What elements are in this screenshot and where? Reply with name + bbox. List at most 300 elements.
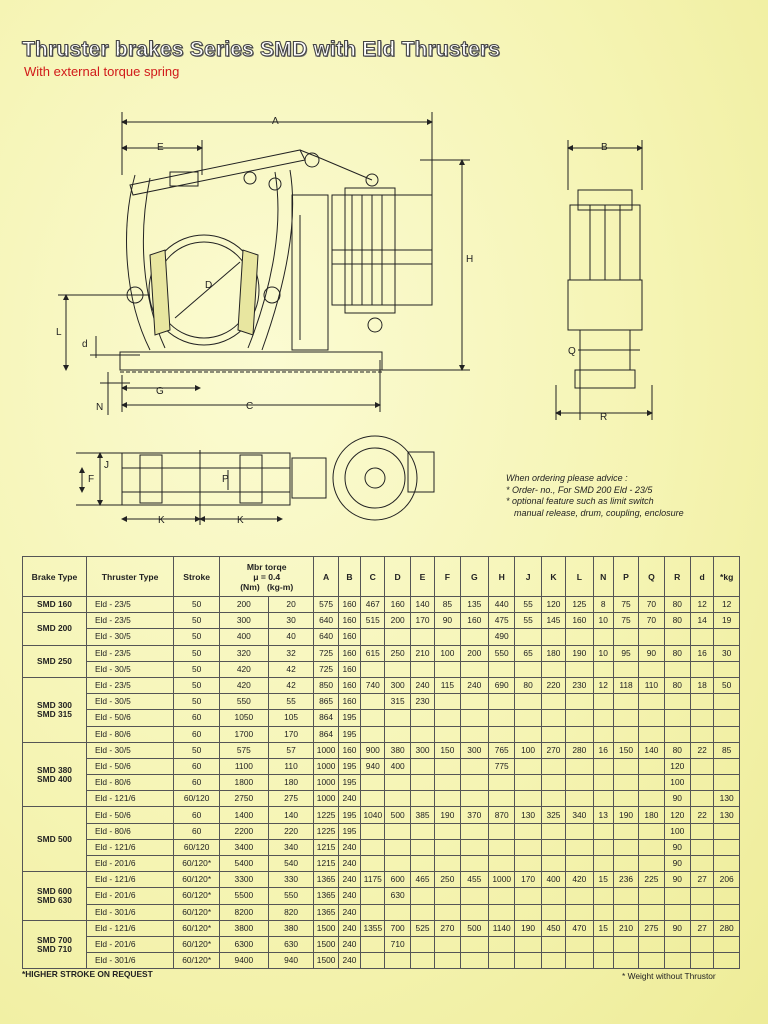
table-cell: 1175 bbox=[361, 872, 385, 888]
table-cell: 1365 bbox=[314, 888, 338, 904]
table-cell: 40 bbox=[268, 629, 314, 645]
table-cell: 195 bbox=[338, 823, 360, 839]
table-cell bbox=[541, 839, 565, 855]
table-cell bbox=[515, 856, 541, 872]
table-cell bbox=[541, 856, 565, 872]
dim-label-l: L bbox=[56, 327, 62, 338]
table-cell: 13 bbox=[593, 807, 613, 823]
table-cell bbox=[593, 953, 613, 969]
table-cell bbox=[593, 661, 613, 677]
table-cell bbox=[690, 775, 713, 791]
table-cell bbox=[639, 710, 664, 726]
table-cell: 55 bbox=[268, 694, 314, 710]
table-cell bbox=[410, 888, 434, 904]
dim-label-e: E bbox=[157, 142, 164, 153]
table-cell bbox=[435, 823, 460, 839]
table-cell bbox=[361, 710, 385, 726]
table-cell: 19 bbox=[714, 613, 740, 629]
table-cell: Eld - 121/6 bbox=[86, 920, 173, 936]
dim-label-b: B bbox=[601, 142, 608, 153]
th-n: N bbox=[593, 557, 613, 597]
table-cell: 250 bbox=[435, 872, 460, 888]
table-cell: 270 bbox=[541, 742, 565, 758]
table-cell bbox=[690, 661, 713, 677]
table-cell: 50 bbox=[174, 629, 220, 645]
table-cell: 180 bbox=[639, 807, 664, 823]
table-cell: 240 bbox=[338, 936, 360, 952]
table-cell: 60/120* bbox=[174, 904, 220, 920]
table-cell: 130 bbox=[515, 807, 541, 823]
table-cell bbox=[410, 710, 434, 726]
table-cell bbox=[541, 710, 565, 726]
table-cell: 50 bbox=[714, 677, 740, 693]
table-cell bbox=[460, 629, 488, 645]
table-cell bbox=[664, 710, 690, 726]
table-cell bbox=[515, 839, 541, 855]
table-cell bbox=[593, 936, 613, 952]
table-cell: 1140 bbox=[489, 920, 515, 936]
table-row bbox=[23, 597, 740, 613]
table-cell: 250 bbox=[385, 645, 410, 661]
table-cell bbox=[385, 953, 410, 969]
table-cell: 160 bbox=[460, 613, 488, 629]
table-cell: 380 bbox=[268, 920, 314, 936]
table-cell: 300 bbox=[410, 742, 434, 758]
table-cell: Eld - 201/6 bbox=[86, 888, 173, 904]
table-cell: 110 bbox=[268, 758, 314, 774]
dim-label-f: F bbox=[88, 474, 95, 485]
table-cell: 195 bbox=[338, 758, 360, 774]
table-cell: 1000 bbox=[314, 742, 338, 758]
table-cell: 16 bbox=[593, 742, 613, 758]
table-cell: 50 bbox=[174, 694, 220, 710]
table-cell: 315 bbox=[385, 694, 410, 710]
table-cell bbox=[361, 953, 385, 969]
table-cell bbox=[460, 661, 488, 677]
table-cell bbox=[690, 823, 713, 839]
table-cell: 940 bbox=[361, 758, 385, 774]
dim-label-q: Q bbox=[568, 346, 576, 357]
table-cell bbox=[613, 629, 638, 645]
table-cell: 100 bbox=[664, 775, 690, 791]
table-cell bbox=[435, 791, 460, 807]
table-cell bbox=[515, 710, 541, 726]
table-cell: 400 bbox=[385, 758, 410, 774]
table-cell: 1500 bbox=[314, 953, 338, 969]
th-d-lower: d bbox=[690, 557, 713, 597]
table-cell: 864 bbox=[314, 710, 338, 726]
table-cell bbox=[435, 710, 460, 726]
table-cell: 300 bbox=[219, 613, 268, 629]
table-cell bbox=[489, 694, 515, 710]
table-cell: 27 bbox=[690, 920, 713, 936]
table-cell bbox=[566, 629, 593, 645]
table-cell: 160 bbox=[338, 645, 360, 661]
table-cell: 640 bbox=[314, 629, 338, 645]
table-cell bbox=[593, 629, 613, 645]
table-cell bbox=[613, 694, 638, 710]
table-cell bbox=[690, 694, 713, 710]
table-cell: 515 bbox=[361, 613, 385, 629]
table-cell-brake-type: SMD 380 SMD 400 bbox=[23, 742, 87, 807]
table-cell: 12 bbox=[714, 597, 740, 613]
table-cell: 140 bbox=[268, 807, 314, 823]
dim-label-d-lower: d bbox=[82, 339, 88, 350]
table-cell bbox=[664, 661, 690, 677]
spec-table-body bbox=[23, 597, 740, 969]
table-cell: 160 bbox=[338, 694, 360, 710]
table-cell: 80 bbox=[664, 677, 690, 693]
table-cell: 550 bbox=[219, 694, 268, 710]
table-cell: Eld - 201/6 bbox=[86, 936, 173, 952]
table-cell: 240 bbox=[338, 920, 360, 936]
table-cell: Eld - 121/6 bbox=[86, 791, 173, 807]
table-cell bbox=[385, 726, 410, 742]
table-cell bbox=[639, 775, 664, 791]
table-cell: 100 bbox=[435, 645, 460, 661]
table-cell: 22 bbox=[690, 742, 713, 758]
table-cell bbox=[435, 758, 460, 774]
table-cell: 1050 bbox=[219, 710, 268, 726]
table-cell bbox=[361, 775, 385, 791]
table-cell bbox=[690, 791, 713, 807]
table-cell: 700 bbox=[385, 920, 410, 936]
table-cell: 115 bbox=[435, 677, 460, 693]
table-cell bbox=[385, 791, 410, 807]
table-cell: 865 bbox=[314, 694, 338, 710]
dim-label-r: R bbox=[600, 412, 608, 423]
table-cell bbox=[489, 888, 515, 904]
th-r: R bbox=[664, 557, 690, 597]
table-cell bbox=[566, 710, 593, 726]
table-cell bbox=[435, 856, 460, 872]
table-cell bbox=[566, 839, 593, 855]
table-cell: 160 bbox=[338, 597, 360, 613]
table-cell: 340 bbox=[268, 839, 314, 855]
table-cell: 1040 bbox=[361, 807, 385, 823]
table-cell: 160 bbox=[338, 677, 360, 693]
table-cell: 270 bbox=[435, 920, 460, 936]
table-cell: 160 bbox=[338, 629, 360, 645]
table-cell bbox=[541, 904, 565, 920]
table-cell bbox=[639, 823, 664, 839]
table-cell bbox=[435, 661, 460, 677]
table-cell bbox=[515, 888, 541, 904]
table-cell bbox=[385, 823, 410, 839]
table-cell: Eld - 301/6 bbox=[86, 904, 173, 920]
table-cell bbox=[435, 629, 460, 645]
table-cell bbox=[664, 936, 690, 952]
table-cell: 118 bbox=[613, 677, 638, 693]
table-cell: 940 bbox=[268, 953, 314, 969]
th-d-upper: D bbox=[385, 557, 410, 597]
table-cell-brake-type: SMD 600 SMD 630 bbox=[23, 872, 87, 921]
table-cell: 60/120* bbox=[174, 920, 220, 936]
table-cell bbox=[410, 823, 434, 839]
table-cell: 50 bbox=[174, 597, 220, 613]
table-cell: 230 bbox=[410, 694, 434, 710]
table-cell bbox=[566, 888, 593, 904]
table-cell: 190 bbox=[515, 920, 541, 936]
table-cell: 1355 bbox=[361, 920, 385, 936]
table-cell: 500 bbox=[385, 807, 410, 823]
table-cell: 330 bbox=[268, 872, 314, 888]
table-cell bbox=[613, 791, 638, 807]
table-cell: 320 bbox=[219, 645, 268, 661]
table-cell: 240 bbox=[338, 904, 360, 920]
table-cell: 864 bbox=[314, 726, 338, 742]
table-cell bbox=[714, 694, 740, 710]
table-cell bbox=[593, 823, 613, 839]
ordering-note-line4: manual release, drum, coupling, enclosure bbox=[514, 507, 684, 518]
table-cell bbox=[639, 661, 664, 677]
table-row bbox=[23, 710, 740, 726]
ordering-note-line3: * optional feature such as limit switch bbox=[506, 496, 654, 506]
table-cell bbox=[410, 629, 434, 645]
table-row bbox=[23, 872, 740, 888]
table-cell: 130 bbox=[714, 791, 740, 807]
table-cell: 80 bbox=[664, 597, 690, 613]
table-row bbox=[23, 839, 740, 855]
table-cell bbox=[515, 661, 541, 677]
table-cell bbox=[361, 694, 385, 710]
table-cell bbox=[714, 823, 740, 839]
th-p: P bbox=[613, 557, 638, 597]
table-row bbox=[23, 936, 740, 952]
table-cell: 450 bbox=[541, 920, 565, 936]
table-cell: 60/120* bbox=[174, 872, 220, 888]
table-cell: 370 bbox=[460, 807, 488, 823]
table-cell: 90 bbox=[664, 839, 690, 855]
table-cell: 200 bbox=[460, 645, 488, 661]
table-cell: 725 bbox=[314, 645, 338, 661]
table-cell: 90 bbox=[639, 645, 664, 661]
footnote-weight: * Weight without Thrustor bbox=[622, 971, 716, 981]
table-cell bbox=[690, 839, 713, 855]
table-cell: 690 bbox=[489, 677, 515, 693]
table-cell: 140 bbox=[639, 742, 664, 758]
table-cell: 525 bbox=[410, 920, 434, 936]
table-cell bbox=[489, 775, 515, 791]
table-cell: 236 bbox=[613, 872, 638, 888]
table-cell bbox=[489, 661, 515, 677]
table-cell: 2750 bbox=[219, 791, 268, 807]
table-cell bbox=[410, 791, 434, 807]
table-cell: 22 bbox=[690, 807, 713, 823]
table-row bbox=[23, 758, 740, 774]
table-cell bbox=[460, 904, 488, 920]
table-cell bbox=[714, 661, 740, 677]
table-cell: 240 bbox=[338, 888, 360, 904]
table-cell: 85 bbox=[435, 597, 460, 613]
table-cell bbox=[460, 936, 488, 952]
table-cell bbox=[460, 710, 488, 726]
table-cell bbox=[410, 839, 434, 855]
table-cell bbox=[664, 726, 690, 742]
table-cell: 1500 bbox=[314, 920, 338, 936]
table-cell: 220 bbox=[541, 677, 565, 693]
table-cell: 85 bbox=[714, 742, 740, 758]
table-cell: 615 bbox=[361, 645, 385, 661]
table-cell bbox=[361, 823, 385, 839]
table-cell: Eld - 50/6 bbox=[86, 710, 173, 726]
table-cell bbox=[664, 953, 690, 969]
table-cell bbox=[361, 726, 385, 742]
th-h: H bbox=[489, 557, 515, 597]
table-cell bbox=[385, 839, 410, 855]
table-cell: 710 bbox=[385, 936, 410, 952]
table-cell: 145 bbox=[541, 613, 565, 629]
table-cell bbox=[515, 953, 541, 969]
table-cell bbox=[613, 710, 638, 726]
table-cell: Eld - 30/5 bbox=[86, 742, 173, 758]
table-cell: 1100 bbox=[219, 758, 268, 774]
table-cell: 50 bbox=[174, 661, 220, 677]
table-cell bbox=[566, 661, 593, 677]
table-cell bbox=[639, 629, 664, 645]
table-cell: 3300 bbox=[219, 872, 268, 888]
table-cell bbox=[435, 904, 460, 920]
table-cell: 60/120 bbox=[174, 791, 220, 807]
table-cell bbox=[515, 775, 541, 791]
table-cell bbox=[361, 839, 385, 855]
table-cell bbox=[593, 791, 613, 807]
table-row bbox=[23, 791, 740, 807]
table-cell: Eld - 80/6 bbox=[86, 775, 173, 791]
table-cell: Eld - 23/5 bbox=[86, 613, 173, 629]
table-cell: 240 bbox=[338, 791, 360, 807]
table-row bbox=[23, 953, 740, 969]
table-cell bbox=[460, 856, 488, 872]
table-cell: Eld - 23/5 bbox=[86, 597, 173, 613]
table-cell bbox=[541, 791, 565, 807]
table-cell: 240 bbox=[410, 677, 434, 693]
table-cell: 240 bbox=[338, 839, 360, 855]
table-cell bbox=[460, 888, 488, 904]
table-cell: 55 bbox=[515, 613, 541, 629]
table-cell bbox=[690, 856, 713, 872]
table-cell: 15 bbox=[593, 920, 613, 936]
table-cell: 575 bbox=[219, 742, 268, 758]
table-cell bbox=[690, 726, 713, 742]
table-row bbox=[23, 613, 740, 629]
table-cell: 80 bbox=[664, 742, 690, 758]
table-cell: 1215 bbox=[314, 839, 338, 855]
table-cell: 27 bbox=[690, 872, 713, 888]
dim-label-n: N bbox=[96, 402, 104, 413]
dim-label-h: H bbox=[466, 254, 474, 265]
table-cell bbox=[541, 953, 565, 969]
table-cell: 550 bbox=[268, 888, 314, 904]
table-row bbox=[23, 904, 740, 920]
table-cell: 400 bbox=[541, 872, 565, 888]
table-cell: 6300 bbox=[219, 936, 268, 952]
table-cell: 60/120* bbox=[174, 888, 220, 904]
table-cell: 60/120 bbox=[174, 839, 220, 855]
table-cell bbox=[566, 775, 593, 791]
table-cell bbox=[714, 839, 740, 855]
table-cell: 60/120* bbox=[174, 953, 220, 969]
table-cell bbox=[690, 629, 713, 645]
table-cell: 8 bbox=[593, 597, 613, 613]
table-cell: 2200 bbox=[219, 823, 268, 839]
table-cell: 75 bbox=[613, 613, 638, 629]
table-cell: 1000 bbox=[314, 775, 338, 791]
table-cell: 135 bbox=[460, 597, 488, 613]
table-cell: 120 bbox=[541, 597, 565, 613]
table-cell: 42 bbox=[268, 661, 314, 677]
table-cell: 240 bbox=[460, 677, 488, 693]
table-cell bbox=[639, 694, 664, 710]
table-cell bbox=[593, 694, 613, 710]
table-cell: 150 bbox=[435, 742, 460, 758]
table-cell: 125 bbox=[566, 597, 593, 613]
table-cell: 420 bbox=[219, 661, 268, 677]
table-cell: 3400 bbox=[219, 839, 268, 855]
table-cell: 30 bbox=[714, 645, 740, 661]
table-cell: 1500 bbox=[314, 936, 338, 952]
table-cell bbox=[460, 726, 488, 742]
table-cell-brake-type: SMD 160 bbox=[23, 597, 87, 613]
table-cell bbox=[593, 726, 613, 742]
table-cell bbox=[714, 629, 740, 645]
table-cell: Eld - 23/5 bbox=[86, 677, 173, 693]
table-cell bbox=[460, 758, 488, 774]
table-cell: 575 bbox=[314, 597, 338, 613]
table-cell: 870 bbox=[489, 807, 515, 823]
table-cell: 220 bbox=[268, 823, 314, 839]
table-cell: 18 bbox=[690, 677, 713, 693]
table-cell: 275 bbox=[268, 791, 314, 807]
table-cell: 1000 bbox=[489, 872, 515, 888]
table-cell: 775 bbox=[489, 758, 515, 774]
table-cell bbox=[385, 856, 410, 872]
table-cell bbox=[361, 936, 385, 952]
table-cell: 60/120* bbox=[174, 936, 220, 952]
table-cell bbox=[664, 888, 690, 904]
table-cell bbox=[489, 726, 515, 742]
table-row bbox=[23, 775, 740, 791]
table-cell bbox=[515, 694, 541, 710]
table-cell bbox=[690, 710, 713, 726]
table-row bbox=[23, 856, 740, 872]
table-cell-brake-type: SMD 500 bbox=[23, 807, 87, 872]
table-cell: 340 bbox=[566, 807, 593, 823]
table-cell: 70 bbox=[639, 613, 664, 629]
table-cell: 540 bbox=[268, 856, 314, 872]
table-cell: 70 bbox=[639, 597, 664, 613]
table-cell: 1000 bbox=[314, 791, 338, 807]
table-cell: 60/120* bbox=[174, 856, 220, 872]
table-cell: 550 bbox=[489, 645, 515, 661]
table-cell bbox=[613, 775, 638, 791]
table-cell: 90 bbox=[664, 856, 690, 872]
ordering-note-line2: * Order- no., For SMD 200 Eld - 23/5 bbox=[506, 484, 653, 495]
dim-label-g: G bbox=[156, 386, 164, 397]
table-cell bbox=[639, 839, 664, 855]
table-cell: Eld - 50/6 bbox=[86, 758, 173, 774]
table-row bbox=[23, 807, 740, 823]
dim-label-k-right: K bbox=[237, 515, 244, 526]
table-cell: 5500 bbox=[219, 888, 268, 904]
table-cell bbox=[613, 758, 638, 774]
table-cell bbox=[714, 710, 740, 726]
table-cell: 90 bbox=[664, 791, 690, 807]
table-cell: 850 bbox=[314, 677, 338, 693]
table-cell: 195 bbox=[338, 775, 360, 791]
table-cell bbox=[489, 936, 515, 952]
table-cell: 32 bbox=[268, 645, 314, 661]
